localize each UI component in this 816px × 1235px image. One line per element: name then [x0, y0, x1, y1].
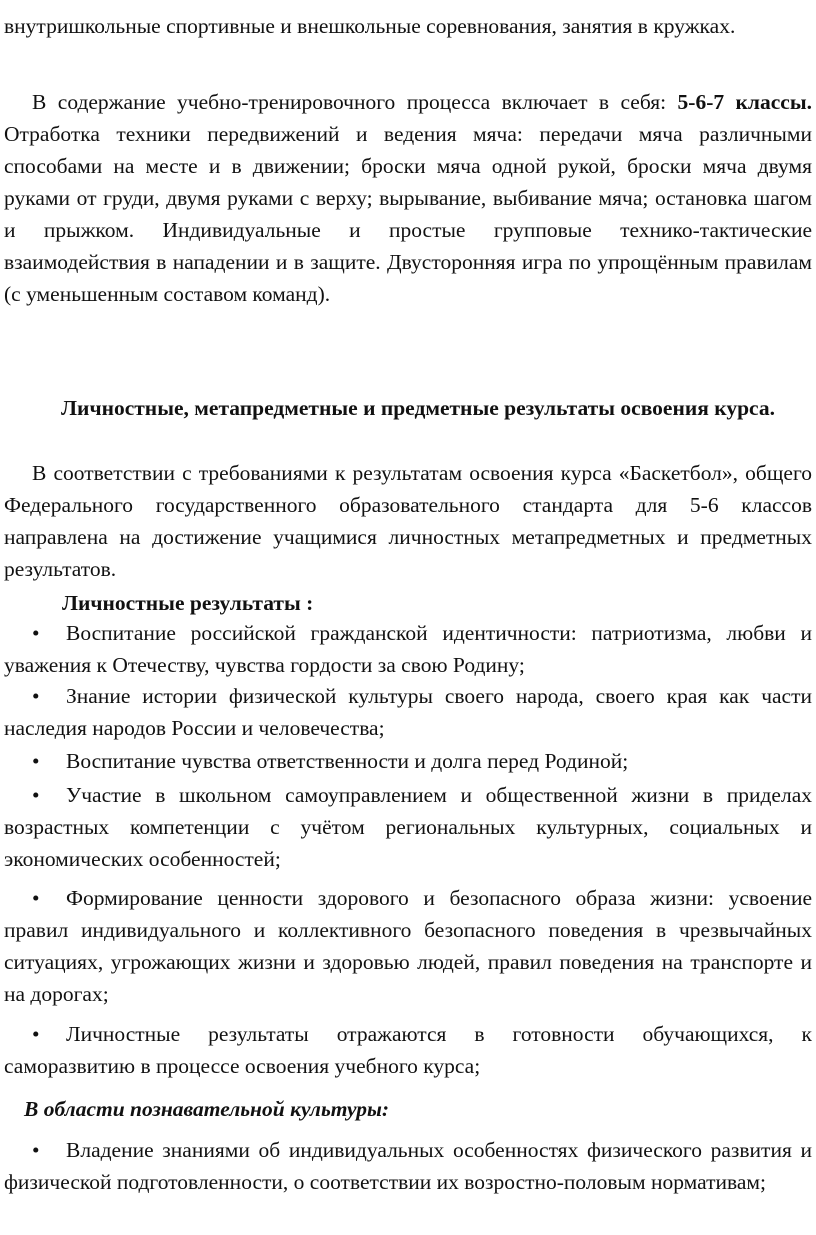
- section-intro-paragraph: В соответствии с требованиями к результатам освоения курса «Баскетбол», общего Федерального государственного образовательного стандарта для 5-6 классов направлена на достижение учащимися личностных метапредметных и предметных результатов.: [4, 461, 812, 581]
- personal-item: [0, 882, 816, 1010]
- personal-item-text: Знание истории физической культуры своего народа, своего края как части наследия народов России и человечества;: [4, 684, 812, 740]
- cognitive-culture-heading: В области познавательной культуры:: [24, 1097, 390, 1121]
- personal-results-heading: Личностные результаты :: [62, 591, 314, 615]
- content-lead: В содержание учебно-тренировочного процесса включает в себя:: [32, 90, 678, 114]
- bullet-icon: •: [32, 1022, 40, 1046]
- personal-item: [0, 617, 816, 681]
- personal-item: [0, 1018, 816, 1082]
- bullet-icon: •: [32, 749, 40, 773]
- bullet-icon: •: [32, 886, 40, 910]
- cognitive-item-text: Владение знаниями об индивидуальных особенностях физического развития и физической подготовленности, о соответствии их возростно-половым нормативам;: [4, 1138, 812, 1194]
- personal-item-text: Формирование ценности здорового и безопасного образа жизни: усвоение правил индивидуального и коллективного безопасного поведения в чрезвычайных ситуациях, угрожающих жизни и здоровью людей, правил поведения на транспорте и на дорогах;: [4, 886, 812, 1006]
- content-grades: 5-6-7 классы.: [677, 90, 812, 114]
- bullet-icon: •: [32, 1138, 40, 1162]
- personal-item-text: Участие в школьном самоуправлением и общественной жизни в приделах возрастных компетенции с учётом региональных культурных, социальных и экономических особенностей;: [4, 783, 812, 871]
- personal-item-text: Личностные результаты отражаются в готовности обучающихся, к саморазвитию в процессе освоения учебного курса;: [4, 1022, 812, 1078]
- bullet-icon: •: [32, 783, 40, 807]
- intro-tail-paragraph: внутришкольные спортивные и внешкольные соревнования, занятия в кружках.: [4, 14, 736, 38]
- section-heading: Личностные, метапредметные и предметные результаты освоения курса.: [61, 396, 775, 420]
- content-paragraph: [0, 86, 816, 310]
- bullet-icon: •: [32, 684, 40, 708]
- personal-item: [0, 680, 816, 744]
- personal-item: [0, 745, 816, 777]
- cognitive-item: [0, 1134, 816, 1198]
- personal-item: [0, 779, 816, 875]
- content-rest: Отработка техники передвижений и ведения мяча: передачи мяча различными способами на месте и в движении; броски мяча одной рукой, броски мяча двумя руками от груди, двумя руками с верху; вырывание, выбивание мяча; остановка шагом и прыжком. Индивидуальные и простые групповые технико-тактические взаимодействия в нападении и в защите. Двусторонняя игра по упрощённым правилам (с уменьшенным составом команд).: [4, 122, 812, 306]
- personal-item-text: Воспитание чувства ответственности и долга перед Родиной;: [66, 749, 629, 773]
- bullet-icon: •: [32, 621, 40, 645]
- personal-item-text: Воспитание российской гражданской идентичности: патриотизма, любви и уважения к Отечеству, чувства гордости за свою Родину;: [4, 621, 812, 677]
